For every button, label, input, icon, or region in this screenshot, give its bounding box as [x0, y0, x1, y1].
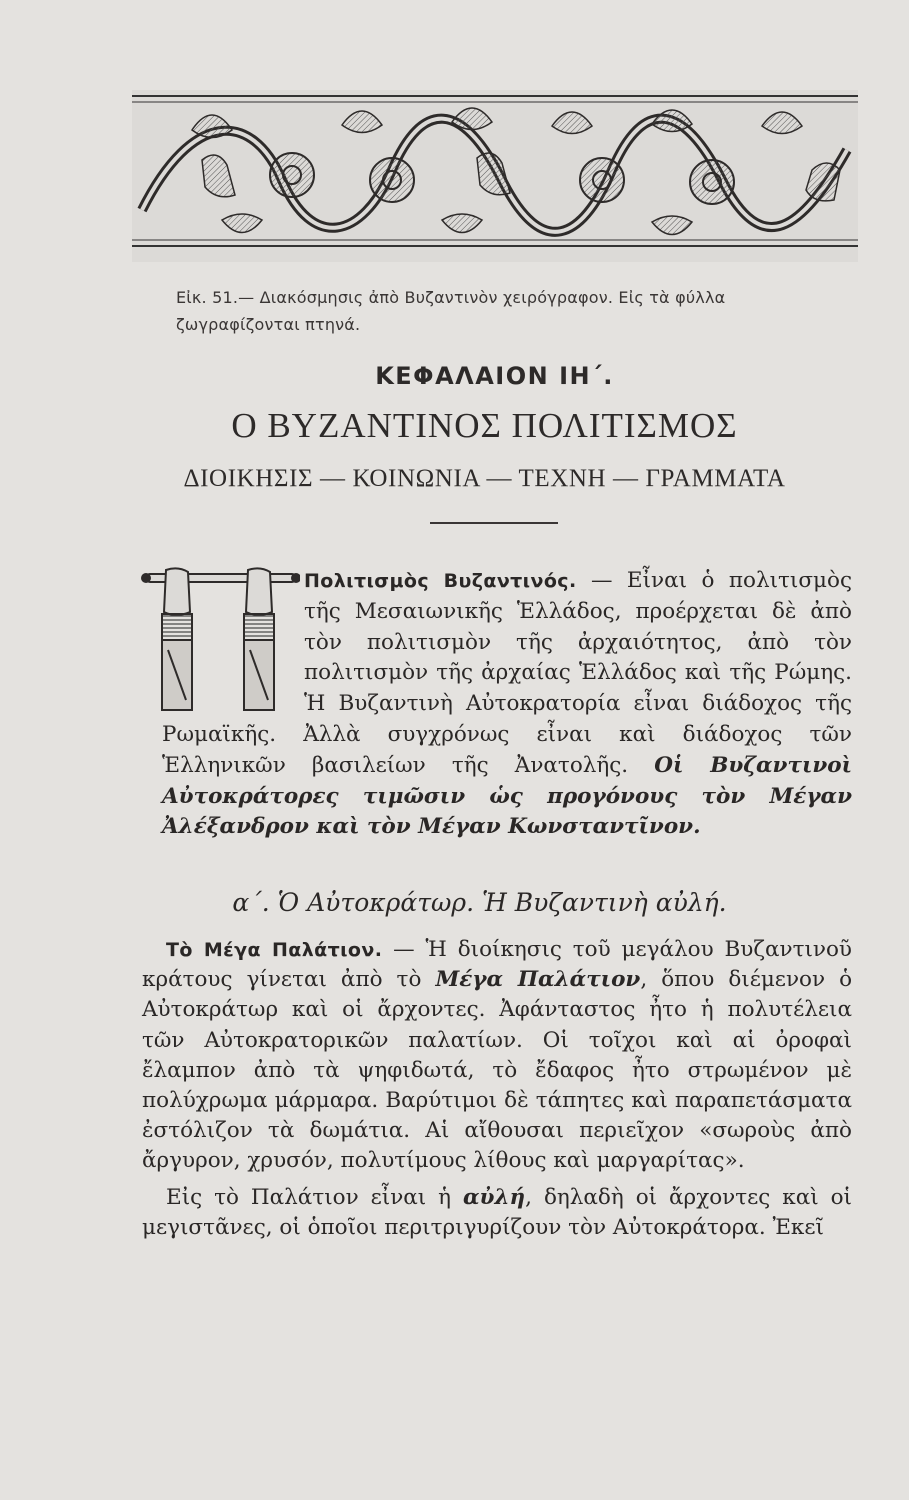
court-text-1: Εἰς τὸ Παλάτιον εἶναι ἡ	[166, 1184, 463, 1210]
section-body	[142, 935, 852, 1243]
court-emphasis: αὐλή	[463, 1184, 526, 1210]
intro-emphasis: Οἱ Βυζαντινοὶ Αὐτοκράτορες τιμῶσιν ὡς προγόνους τὸν Μέγαν Ἀλέξανδρον καὶ τὸν Μέγαν Κωνσταντῖνον.	[162, 752, 853, 840]
chapter-title: Ο ΒΥΖΑΝΤΙΝΟΣ ΠΟΛΙΤΙΣΜΟΣ	[231, 406, 738, 445]
intro-paragraph	[162, 566, 852, 843]
chapter-subtitle: ΔΙΟΙΚΗΣΙΣ — ΚΟΙΝΩΝΙΑ — ΤΕΧΝΗ — ΓΡΑΜΜΑΤΑ	[183, 465, 786, 492]
dropcap-space	[162, 566, 304, 718]
byzantine-ornament-image	[132, 90, 858, 262]
paragraph-palace	[142, 935, 852, 1177]
palace-text-1: — Ἡ διοίκησις τοῦ μεγάλου Βυζαντινοῦ κράτους γίνεται ἀπὸ τὸ	[142, 937, 852, 993]
caption-line-2: ζωγραφίζονται πτηνά.	[176, 315, 361, 334]
palace-emphasis: Μέγα Παλάτιον	[435, 967, 641, 993]
intro-lead: Πολιτισμὸς Βυζαντινός.	[304, 570, 577, 592]
paragraph-court	[142, 1183, 852, 1243]
figure-caption	[176, 284, 836, 338]
palace-lead: Τὸ Μέγα Παλάτιον.	[166, 939, 383, 961]
intro-text: — Εἶναι ὁ πολιτισμὸς τῆς Μεσαιωνικῆς Ἑλλάδος, προέρχεται δὲ ἀπὸ τὸν πολιτισμὸν τῆς ἀρχαιότητος, ἀπὸ τὸν πολιτισμὸν τῆς ἀρχαίας Ἑλλάδος καὶ τῆς Ρώμης. Ἡ Βυζαντινὴ Αὐτοκρατορία εἶναι διάδοχος τῆς Ρωμαϊκῆς. Ἀλλὰ συγχρόνως εἶναι καὶ διάδοχος τῶν Ἑλληνικῶν βασιλείων τῆς Ἀνατολῆς.	[162, 568, 852, 778]
palace-text-2: , ὅπου διέμενον ὁ Αὐτοκράτωρ καὶ οἱ ἄρχοντες. Ἀφάνταστος ἦτο ἡ πολυτέλεια τῶν Αὐτοκρατορικῶν παλατίων. Οἱ τοῖχοι καὶ αἱ ὀροφαὶ ἔλαμπον ἀπὸ τὰ ψηφιδωτά, τὸ ἔδαφος ἦτο στρωμένον μὲ πολύχρωμα μάρμαρα. Βαρύτιμοι δὲ τάπητες καὶ παραπετάσματα ἐστόλιζον τὰ δωμάτια. Αἱ αἴθουσαι περιεῖχον «σωροὺς ἀπὸ ἄργυρον, χρυσόν, πολυτίμους λίθους καὶ μαργαρίτας».	[142, 967, 853, 1174]
section-heading: α΄. Ὁ Αὐτοκράτωρ. Ἡ Βυζαντινὴ αὐλή.	[232, 888, 727, 917]
chapter-label: ΚΕΦΑΛΑΙΟΝ ΙΗ΄.	[375, 362, 614, 390]
court-text-2: , δηλαδὴ οἱ ἄρχοντες καὶ οἱ μεγιστᾶνες, οἱ ὁποῖοι περιτριγυρίζουν τὸν Αὐτοκράτορα. Ἐκεῖ	[142, 1184, 852, 1240]
section-divider	[430, 522, 558, 524]
caption-line-1: Εἰκ. 51.— Διακόσμησις ἀπὸ Βυζαντινὸν χειρόγραφον. Εἰς τὰ φύλλα	[176, 288, 726, 307]
